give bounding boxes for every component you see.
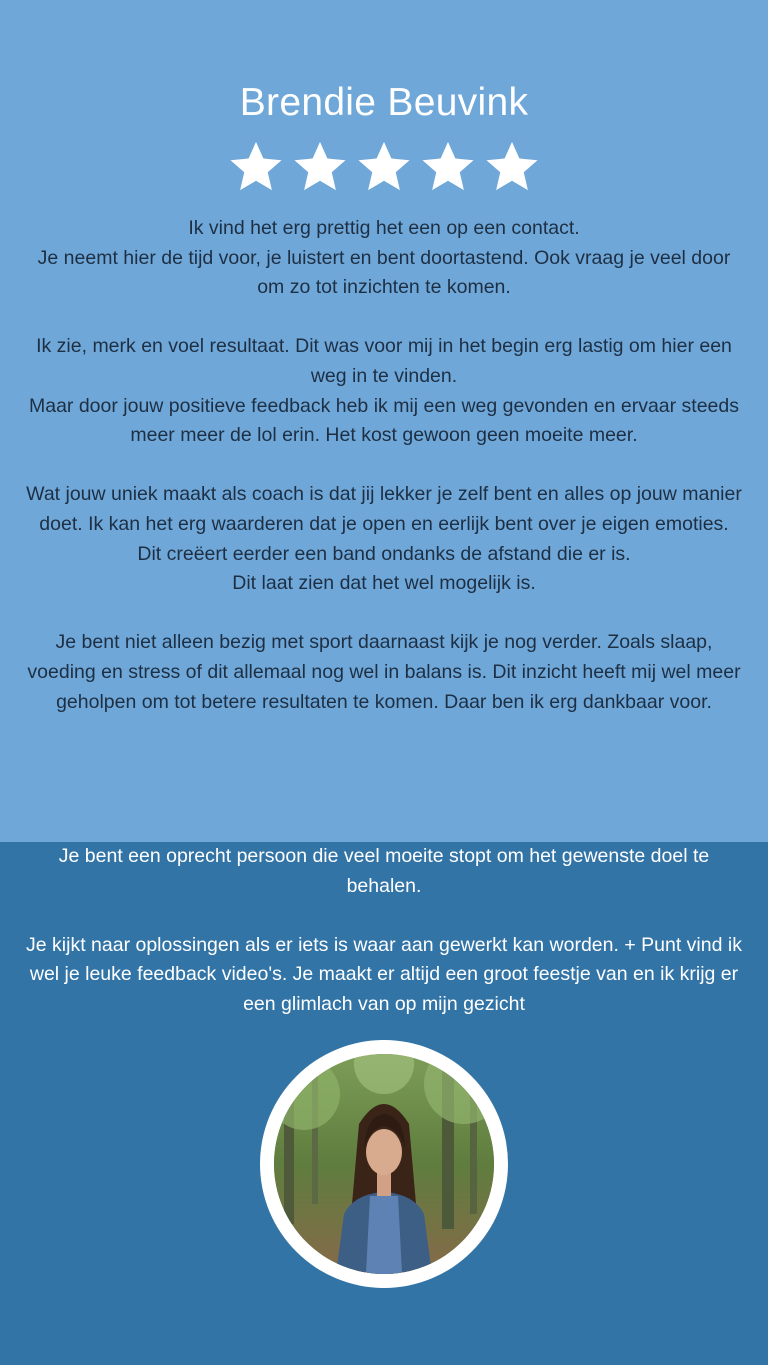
star-icon	[483, 138, 541, 196]
review-paragraph: Je kijkt naar oplossingen als er iets is waar aan gewerkt kan worden. + Punt vind ik wel je leuke feedback video's. Je maakt er altijd een groot feestje van en ik krijg er een glimlach van op mijn gezicht	[26, 933, 742, 1015]
review-paragraph: Je bent een oprecht persoon die veel moeite stopt om het gewenste doel te behalen.	[58, 845, 710, 897]
star-icon	[227, 138, 285, 196]
reviewer-name: Brendie Beuvink	[239, 81, 529, 124]
star-icon	[419, 138, 477, 196]
star-icon	[355, 138, 413, 196]
review-text-bottom	[24, 842, 744, 1020]
review-paragraph: Wat jouw uniek maakt als coach is dat jij lekker je zelf bent en alles op jouw manier doet. Ik kan het erg waarderen dat je open en eerlijk bent over je eigen emoties. Dit creëert eerder een band ondanks de afstand die er is. Dit laat zien dat het wel mogelijk is.	[26, 483, 742, 595]
reviewer-photo-frame	[260, 1040, 508, 1288]
review-text-top	[24, 214, 744, 717]
review-paragraph: Ik vind het erg prettig het een op een contact. Je neemt hier de tijd voor, je luistert en bent doortastend. Ook vraag je veel door om zo tot inzichten te komen.	[37, 217, 731, 299]
review-paragraph: Je bent niet alleen bezig met sport daarnaast kijk je nog verder. Zoals slaap, voeding en stress of dit allemaal nog wel in balans is. Dit inzicht heeft mij wel meer geholpen om tot betere resultaten te komen. Daar ben ik erg dankbaar voor.	[27, 631, 741, 713]
star-icon	[291, 138, 349, 196]
review-paragraph: Ik zie, merk en voel resultaat. Dit was voor mij in het begin erg lastig om hier een weg in te vinden. Maar door jouw positieve feedback heb ik mij een weg gevonden en ervaar steeds meer meer de lol erin. Het kost gewoon geen moeite meer.	[28, 335, 739, 447]
reviewer-photo	[274, 1054, 494, 1274]
star-rating	[0, 138, 768, 196]
